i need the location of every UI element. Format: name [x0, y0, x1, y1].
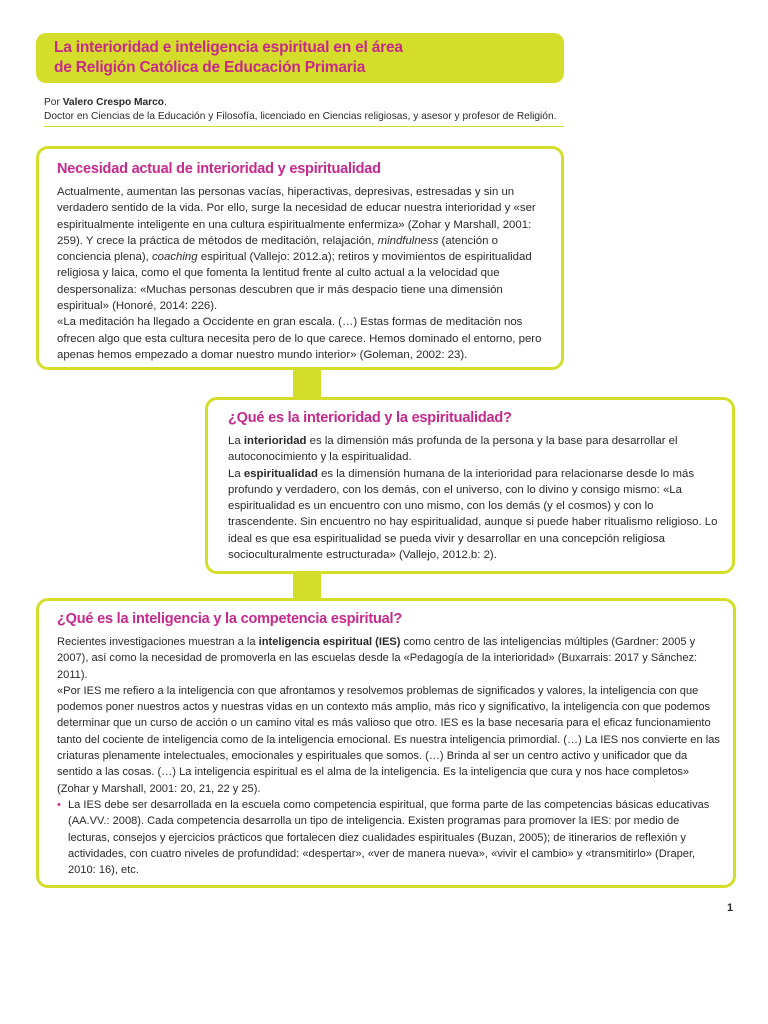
list-item	[57, 797, 721, 878]
page-number: 1	[727, 902, 734, 914]
title-line-1: La interioridad e inteligencia espiritual en el área	[54, 39, 403, 56]
section-interioridad	[205, 397, 735, 574]
section-necesidad-paragraph-1	[57, 184, 547, 314]
byline-prefix: Por	[44, 97, 63, 108]
text-run: (atención o conciencia plena),	[57, 234, 498, 264]
title-line-2: de Religión Católica de Educación Primaria	[54, 59, 366, 76]
term-mindfulness: mindfulness	[377, 234, 439, 247]
section-necesidad	[36, 146, 564, 370]
byline-affiliation: Doctor en Ciencias de la Educación y Filosofía, licenciado en Ciencias religiosas, y asesor y profesor de Religión.	[44, 110, 557, 122]
term-espiritualidad: espiritualidad	[243, 467, 318, 480]
section-inteligencia-quote: «Por IES me refiero a la inteligencia con que afrontamos y resolvemos problemas de significados y valores, la inteligencia con que podemos poner nuestros actos y nuestras vidas en un contexto más amplio, más rico y significativo, la inteligencia con que podemos determinar que un curso de acción o un camino vital es más valioso que otro. IES es la base necesaria para el eficaz funcionamiento tanto del cociente de inteligencia como de la inteligencia emocional. Es nuestra inteligencia primordial. (…) La IES nos convierte en las criaturas plenamente intelectuales, emocionales y espirituales que somos. (…) Brinda al ser un centro activo y unificador que da sentido a las cosas. (…) La inteligencia espiritual es el alma de la inteligencia. Es la inteligencia que cura y nos hace completos» (Zohar y Marshall, 2001: 20, 21, 22 y 25).	[57, 684, 720, 795]
text-run: espiritual (Vallejo: 2012.a); retiros y movimientos de espiritualidad religiosa y laica, como el que fomenta la lentitud frente al culto actual a la velocidad que despersonaliza: «Muchas personas descubren que ir más despacio tiene una dimensión espiritual» (Honoré, 2014: 226).	[57, 251, 532, 313]
text-run: como centro de las inteligencias múltiples (Gardner: 2005 y 2007), así como la necesidad de promoverla en las escuelas desde la «Pedagogía de la interioridad» (Buxarrais: 2017 y Sánchez: 2011).	[57, 636, 698, 681]
connector-1	[293, 369, 321, 399]
byline	[44, 96, 556, 123]
bullet-text: La IES debe ser desarrollada en la escuela como competencia espiritual, que forma parte de las competencias básicas educativas (AA.VV.: 2008). Cada competencia desarrolla un tipo de inteligencia. Existen programas para promover la IES: por medio de lecturas, consejos y ejercicios prácticos que fortalecen diez cualidades espirituales (Buzan, 2005); de itinerarios de reflexión y actividades, con cuatro niveles de profundidad: «despertar», «ver de manera nueva», «vivir el cambio» y «transmitirlo» (Draper, 2010: 16), etc.	[68, 798, 710, 877]
section-inteligencia-title: ¿Qué es la inteligencia y la competencia espiritual?	[57, 611, 402, 627]
text-run: es la dimensión más profunda de la persona y la base para desarrollar el autoconocimiento y la espiritualidad.	[228, 435, 678, 464]
term-interioridad: interioridad	[243, 435, 307, 447]
text-run: Recientes investigaciones muestran a la	[57, 636, 259, 648]
section-inteligencia	[36, 598, 736, 888]
bullet-dot: •	[57, 798, 61, 811]
title-banner	[36, 33, 564, 83]
term-coaching: coaching	[151, 251, 198, 264]
term-ies: inteligencia espiritual (IES)	[258, 636, 401, 648]
byline-divider	[44, 126, 564, 127]
section-interioridad-title: ¿Qué es la interioridad y la espiritualidad?	[228, 410, 512, 426]
byline-author-line	[44, 96, 556, 110]
text-run: La	[228, 467, 244, 480]
section-inteligencia-paragraph-1	[57, 634, 721, 683]
byline-author: Valero Crespo Marco	[62, 97, 165, 108]
section-interioridad-paragraph-2	[228, 466, 722, 564]
text-run: es la dimensión humana de la interioridad para relacionarse desde lo más profundo y verdadero, con los demás, con el universo, con lo divino y consigo mismo: «La espiritualidad es un encuentro con uno mismo, con los demás (y el cosmos) y con lo trascendente. Sin encuentro no hay espiritualidad, aunque si puede haber ritualismo religioso. Lo ideal es que esa espiritualidad se pueda vivir y desarrollar en una concepción religiosa socioculturalmente estructurada» (Vallejo, 2012.b: 2).	[228, 467, 718, 562]
connector-2	[293, 573, 321, 600]
text-run: Actualmente, aumentan las personas vacías, hiperactivas, depresivas, estresadas y sin un verdadero sentido de la vida. Por ello, surge la necesidad de educar nuestra interioridad y «ser espiritualmente inteligente en una cultura espiritualmente enfermiza» (Zohar y Marshall, 2001: 259). Y crece la práctica de métodos de meditación, relajación,	[57, 186, 536, 247]
byline-suffix: .	[164, 97, 167, 108]
section-interioridad-paragraph-1	[228, 433, 722, 466]
section-necesidad-quote: «La meditación ha llegado a Occidente en gran escala. (…) Estas formas de meditación nos ofrecen algo que esta cultura necesita pero de lo que carece. Hemos dominado el entorno, pero apenas hemos empezado a domar nuestro mundo interior» (Goleman, 2002: 23).	[57, 316, 542, 361]
text-run: La	[228, 435, 244, 447]
section-necesidad-title: Necesidad actual de interioridad y espiritualidad	[57, 161, 381, 177]
